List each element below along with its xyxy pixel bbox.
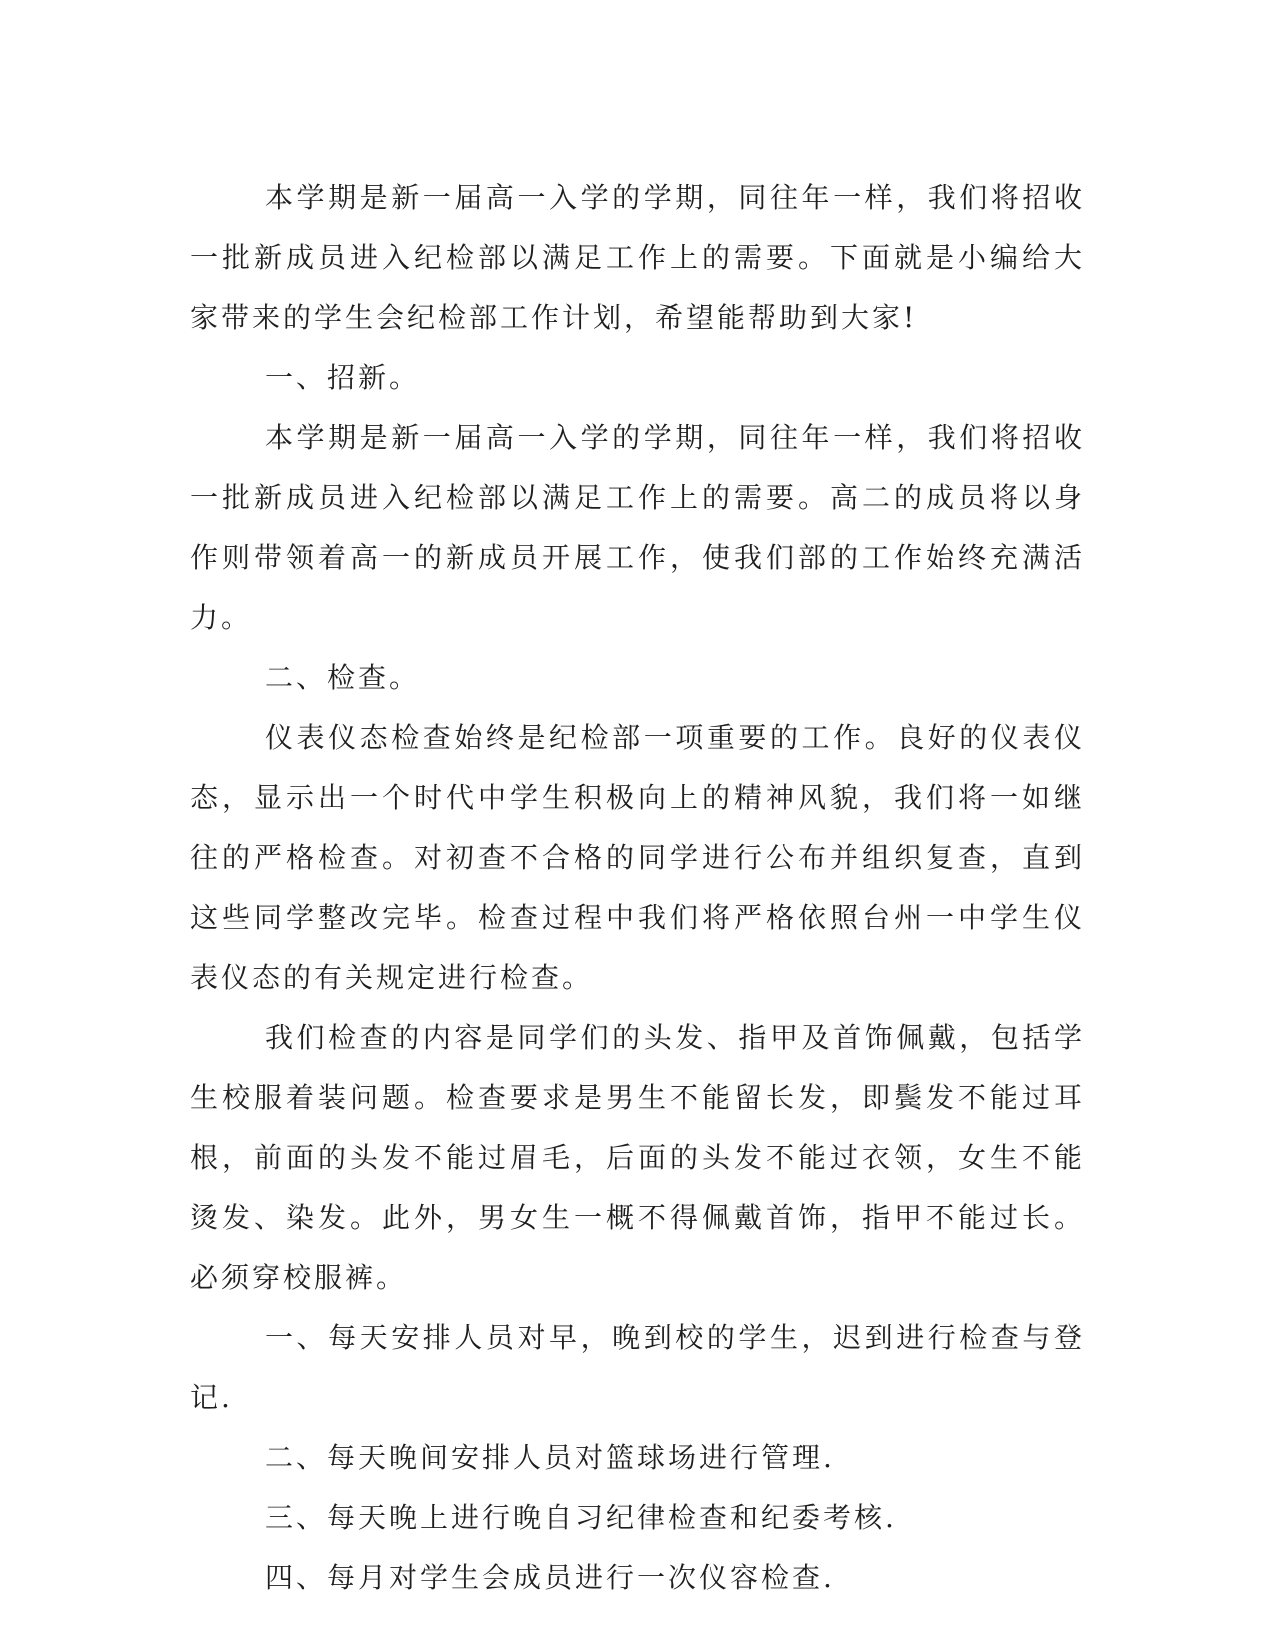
list-item-2: 二、每天晚间安排人员对篮球场进行管理. bbox=[265, 1441, 835, 1474]
intro-paragraph: 本学期是新一届高一入学的学期，同往年一样，我们将招收一批新成员进入纪检部以满足工作上的需要。下面就是小编给大家带来的学生会纪检部工作计划，希望能帮助到大家! bbox=[190, 181, 1085, 334]
recruitment-paragraph: 本学期是新一届高一入学的学期，同往年一样，我们将招收一批新成员进入纪检部以满足工作上的需要。高二的成员将以身作则带领着高一的新成员开展工作，使我们部的工作始终充满活力。 bbox=[190, 421, 1085, 634]
inspection-paragraph: 仪表仪态检查始终是纪检部一项重要的工作。良好的仪表仪态，显示出一个时代中学生积极向上的精神风貌，我们将一如继往的严格检查。对初查不合格的同学进行公布并组织复查，直到这些同学整改完毕。检查过程中我们将严格依照台州一中学生仪表仪态的有关规定进行检查。 bbox=[190, 721, 1085, 994]
list-item-1: 一、每天安排人员对早，晚到校的学生，迟到进行检查与登记. bbox=[190, 1321, 1085, 1414]
section-heading-inspection: 二、检查。 bbox=[265, 661, 421, 694]
document-body bbox=[190, 168, 1085, 1608]
list-item-4: 四、每月对学生会成员进行一次仪容检查. bbox=[265, 1561, 835, 1594]
inspection-content-paragraph: 我们检查的内容是同学们的头发、指甲及首饰佩戴，包括学生校服着装问题。检查要求是男生不能留长发，即鬓发不能过耳根，前面的头发不能过眉毛，后面的头发不能过衣领，女生不能烫发、染发。此外，男女生一概不得佩戴首饰，指甲不能过长。必须穿校服裤。 bbox=[190, 1021, 1085, 1294]
section-heading-recruitment: 一、招新。 bbox=[265, 361, 421, 394]
list-item-3: 三、每天晚上进行晚自习纪律检查和纪委考核. bbox=[265, 1501, 897, 1534]
